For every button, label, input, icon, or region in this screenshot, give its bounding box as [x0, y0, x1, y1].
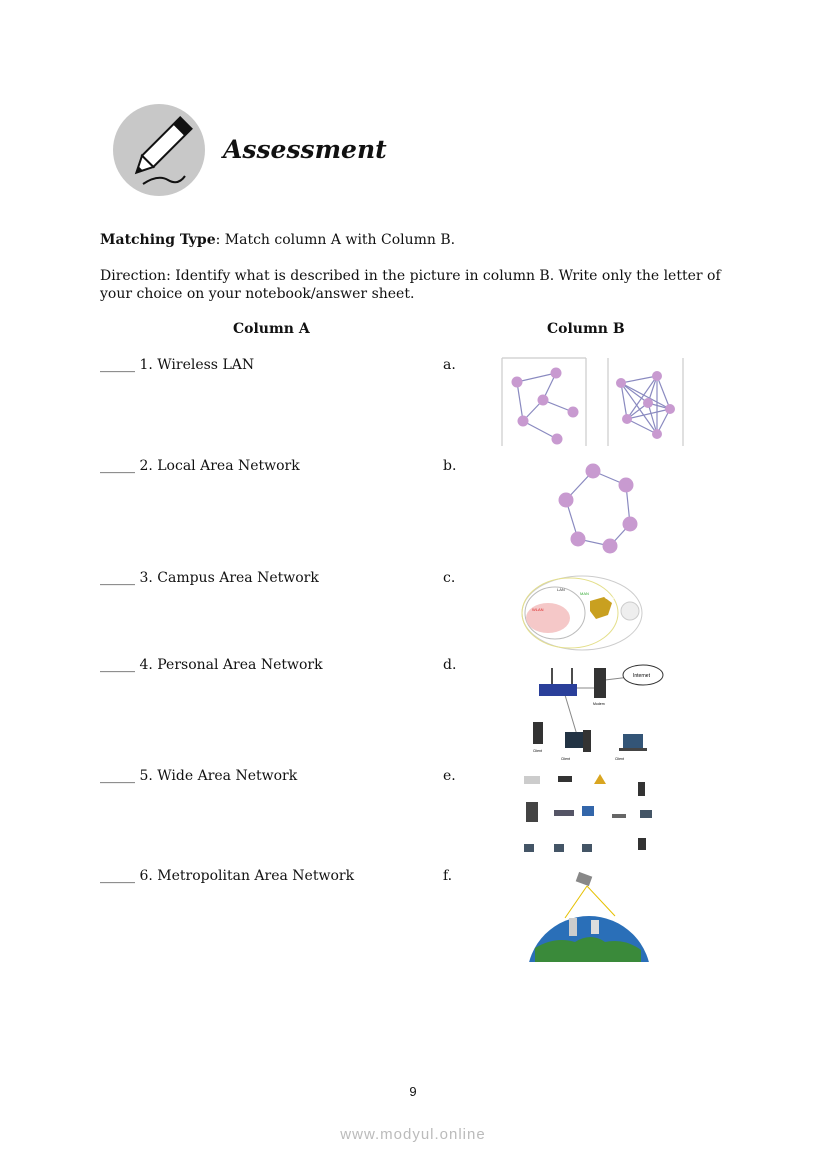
item-5: _____ 5. Wide Area Network [100, 768, 298, 784]
choice-c-letter: c. [443, 570, 456, 586]
column-a-header: Column A [233, 321, 310, 337]
choice-a-letter: a. [443, 357, 456, 373]
item-4: _____ 4. Personal Area Network [100, 657, 323, 673]
svg-text:MAN: MAN [580, 591, 589, 596]
svg-text:WLAN: WLAN [532, 607, 544, 612]
svg-text:Internet: Internet [633, 673, 650, 679]
svg-text:LAN: LAN [557, 587, 565, 592]
wireless-router-diagram [525, 660, 665, 765]
svg-text:Client: Client [615, 757, 624, 761]
matching-type-label: Matching Type [100, 232, 216, 248]
matching-type-line [100, 231, 740, 249]
devices-diagram [520, 770, 660, 860]
watermark: www.modyul.online [340, 1126, 486, 1143]
choice-e-letter: e. [443, 768, 456, 784]
column-b-header: Column B [547, 321, 625, 337]
page-title: Assessment [223, 135, 387, 164]
svg-text:Modem: Modem [593, 702, 605, 706]
choice-d-letter: d. [443, 657, 457, 673]
mesh-topology-diagram [500, 356, 686, 448]
globe-satellite-diagram [525, 868, 653, 964]
matching-type-text: : Match column A with Column B. [215, 232, 456, 248]
item-1: _____ 1. Wireless LAN [100, 357, 255, 373]
choice-b-letter: b. [443, 458, 457, 474]
svg-text:Client: Client [533, 749, 542, 753]
item-2: _____ 2. Local Area Network [100, 458, 300, 474]
svg-text:WAN: WAN [605, 595, 615, 600]
directions: Direction: Identify what is described in the picture in column B. Write only the letter of your choice on your notebook/answer sheet. [100, 268, 721, 302]
item-3: _____ 3. Campus Area Network [100, 570, 319, 586]
pencil-icon [113, 104, 205, 196]
item-6: _____ 6. Metropolitan Area Network [100, 868, 355, 884]
svg-text:Client: Client [561, 757, 570, 761]
ring-topology-diagram [550, 460, 645, 555]
page-number: 9 [409, 1084, 417, 1099]
network-scope-diagram [520, 573, 645, 653]
choice-f-letter: f. [443, 868, 453, 884]
